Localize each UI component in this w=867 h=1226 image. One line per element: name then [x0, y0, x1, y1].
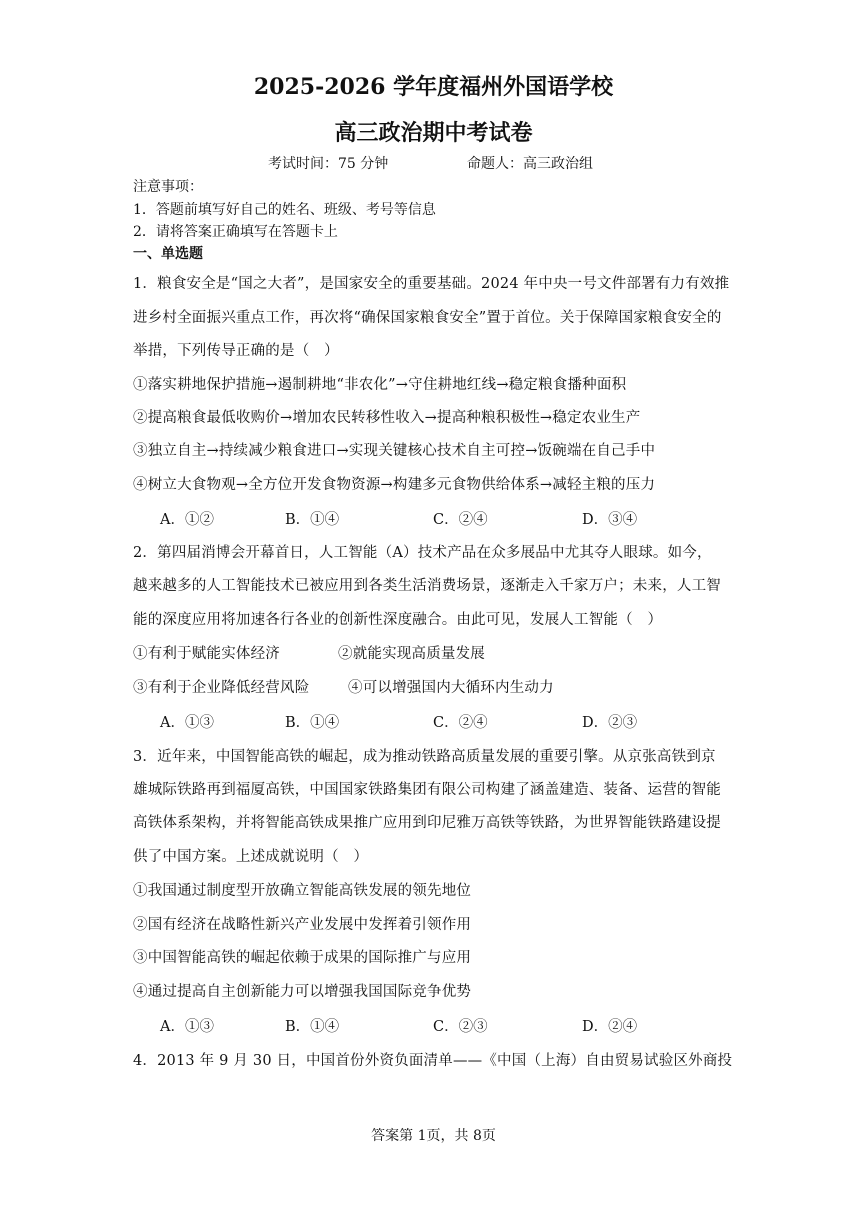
- q2-statement-1: ①有利于赋能实体经济: [133, 646, 280, 662]
- q1-option-a: A．①②: [160, 512, 214, 528]
- q3-option-d: D．②④: [582, 1019, 638, 1035]
- q1-statement-1: ①落实耕地保护措施→遏制耕地“非农化”→守住耕地红线→稳定粮食播种面积: [133, 377, 627, 393]
- q3-option-b: B．①④: [285, 1019, 340, 1035]
- q1-option-d: D．③④: [582, 512, 638, 528]
- q3-option-a: A．①③: [160, 1019, 214, 1035]
- q2-stem-line-2: 越来越多的人工智能技术已被应用到各类生活消费场景，逐渐走入千家万户；未来，人工智: [133, 578, 721, 594]
- q3-statement-3: ③中国智能高铁的崛起依赖于成果的国际推广与应用: [133, 950, 472, 966]
- exam-author: 命题人：高三政治组: [467, 156, 593, 172]
- school-title: 2025-2026 学年度福州外国语学校: [253, 74, 614, 100]
- q3-statement-4: ④通过提高自主创新能力可以增强我国国际竞争优势: [133, 984, 472, 1000]
- q2-option-a: A．①③: [160, 715, 214, 731]
- section-heading: 一、单选题: [133, 246, 203, 262]
- note-2: 2．请将答案正确填写在答题卡上: [133, 224, 338, 240]
- q3-statement-2: ②国有经济在战略性新兴产业发展中发挥着引领作用: [133, 917, 472, 933]
- exam-title: 高三政治期中考试卷: [334, 120, 533, 146]
- q1-stem-line-1: 1．粮食安全是“国之大者”，是国家安全的重要基础。2024 年中央一号文件部署有力有效推: [133, 276, 730, 292]
- q1-statement-3: ③独立自主→持续减少粮食进口→实现关键核心技术自主可控→饭碗端在自己手中: [133, 443, 656, 459]
- q2-statement-2: ②就能实现高质量发展: [338, 646, 485, 662]
- notes-heading: 注意事项：: [133, 179, 203, 195]
- page-footer: 答案第 1页，共 8页: [371, 1128, 496, 1144]
- q2-option-d: D．②③: [582, 715, 638, 731]
- q4-stem-line-1: 4．2013 年 9 月 30 日，中国首份外资负面清单——《中国（上海）自由贸易试验区外商投: [133, 1053, 733, 1069]
- q1-statement-4: ④树立大食物观→全方位开发食物资源→构建多元食物供给体系→减轻主粮的压力: [133, 477, 656, 493]
- q2-option-b: B．①④: [285, 715, 340, 731]
- q1-stem-line-3: 举措，下列传导正确的是（ ）: [133, 343, 339, 359]
- exam-time: 考试时间：75 分钟: [268, 156, 389, 172]
- q1-statement-2: ②提高粮食最低收购价→增加农民转移性收入→提高种粮积极性→稳定农业生产: [133, 410, 641, 426]
- q2-stem-line-1: 2．第四届消博会开幕首日，人工智能（A）技术产品在众多展品中尤其夺人眼球。如今，: [133, 545, 712, 561]
- q2-stem-line-3: 能的深度应用将加速各行各业的创新性深度融合。由此可见，发展人工智能（ ）: [133, 612, 663, 628]
- q3-stem-line-3: 高铁体系架构，并将智能高铁成果推广应用到印尼雅万高铁等铁路，为世界智能铁路建设提: [133, 815, 721, 831]
- q2-statement-3: ③有利于企业降低经营风险: [133, 680, 310, 696]
- q1-option-b: B．①④: [285, 512, 340, 528]
- q3-stem-line-2: 雄城际铁路再到福厦高铁，中国国家铁路集团有限公司构建了涵盖建造、装备、运营的智能: [133, 782, 721, 798]
- note-1: 1．答题前填写好自己的姓名、班级、考号等信息: [133, 202, 436, 218]
- q1-stem-line-2: 进乡村全面振兴重点工作，再次将“确保国家粮食安全”置于首位。关于保障国家粮食安全的: [133, 310, 722, 326]
- q3-option-c: C．②③: [433, 1019, 488, 1035]
- q3-stem-line-4: 供了中国方案。上述成就说明（ ）: [133, 849, 369, 865]
- q3-stem-line-1: 3．近年来，中国智能高铁的崛起，成为推动铁路高质量发展的重要引擎。从京张高铁到京: [133, 749, 716, 765]
- q3-statement-1: ①我国通过制度型开放确立智能高铁发展的领先地位: [133, 883, 472, 899]
- q1-option-c: C．②④: [433, 512, 488, 528]
- q2-statement-4: ④可以增强国内大循环内生动力: [348, 680, 554, 696]
- q2-option-c: C．②④: [433, 715, 488, 731]
